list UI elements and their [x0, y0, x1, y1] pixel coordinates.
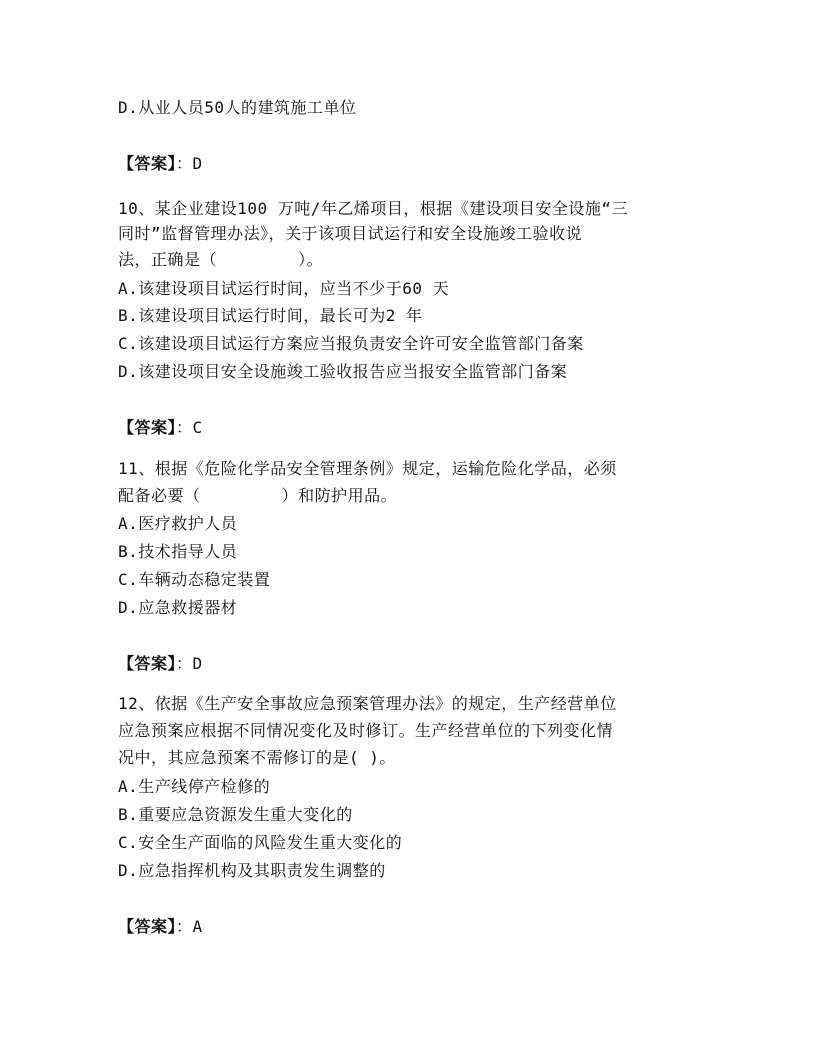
- answer-label: 【答案】: [118, 654, 177, 673]
- answer-value: C: [192, 418, 203, 437]
- question-10-stem-line-2: 同时”监督管理办法》，关于该项目试运行和安全设施竣工验收说: [118, 224, 583, 243]
- question-10-answer: [118, 417, 203, 439]
- question-11-option-c: C.车辆动态稳定装置: [118, 570, 271, 589]
- question-11-option-a: A.医疗救护人员: [118, 514, 238, 533]
- question-12-stem-line-1: 12、依据《生产安全事故应急预案管理办法》的规定，生产经营单位: [118, 694, 617, 713]
- answer-label: 【答案】: [118, 418, 177, 437]
- question-11-option-b: B.技术指导人员: [118, 542, 238, 561]
- question-12-option-d: D.应急指挥机构及其职责发生调整的: [118, 861, 386, 880]
- question-12-stem-line-2: 应急预案应根据不同情况变化及时修订。生产经营单位的下列变化情: [118, 721, 614, 740]
- answer-separator: ：: [176, 917, 193, 936]
- answer-separator: ：: [176, 154, 193, 173]
- question-10-option-c: C.该建设项目试运行方案应当报负责安全许可安全监管部门备案: [118, 334, 584, 353]
- answer-value: D: [192, 154, 203, 173]
- question-10-stem-line-3: 法，正确是（ ）。: [118, 250, 324, 269]
- question-11-stem-line-2: 配备必要（ ）和防护用品。: [118, 486, 398, 505]
- answer-separator: ：: [176, 654, 193, 673]
- question-11-answer: [118, 653, 203, 675]
- question-12-option-b: B.重要应急资源发生重大变化的: [118, 805, 353, 824]
- answer-label: 【答案】: [118, 917, 177, 936]
- question-12-option-a: A.生产线停产检修的: [118, 777, 271, 796]
- answer-separator: ：: [176, 418, 193, 437]
- answer-label: 【答案】: [118, 154, 177, 173]
- question-11-option-d: D.应急救援器材: [118, 598, 238, 617]
- option-d: D.从业人员50人的建筑施工单位: [118, 98, 357, 117]
- question-10-stem-line-1: 10、某企业建设100 万吨/年乙烯项目，根据《建设项目安全设施“三: [118, 199, 629, 218]
- question-11-stem-line-1: 11、根据《危险化学品安全管理条例》规定，运输危险化学品，必须: [118, 459, 617, 478]
- question-10-option-d: D.该建设项目安全设施竣工验收报告应当报安全监管部门备案: [118, 362, 568, 381]
- question-12-option-c: C.安全生产面临的风险发生重大变化的: [118, 833, 403, 852]
- question-10-option-b: B.该建设项目试运行时间，最长可为2 年: [118, 306, 423, 325]
- question-12-stem-line-3: 况中，其应急预案不需修订的是( )。: [118, 748, 396, 767]
- question-12-answer: [118, 916, 203, 938]
- answer-value: D: [192, 654, 203, 673]
- answer-value: A: [192, 917, 203, 936]
- answer-line: [118, 153, 203, 175]
- question-10-option-a: A.该建设项目试运行时间，应当不少于60 天: [118, 279, 450, 298]
